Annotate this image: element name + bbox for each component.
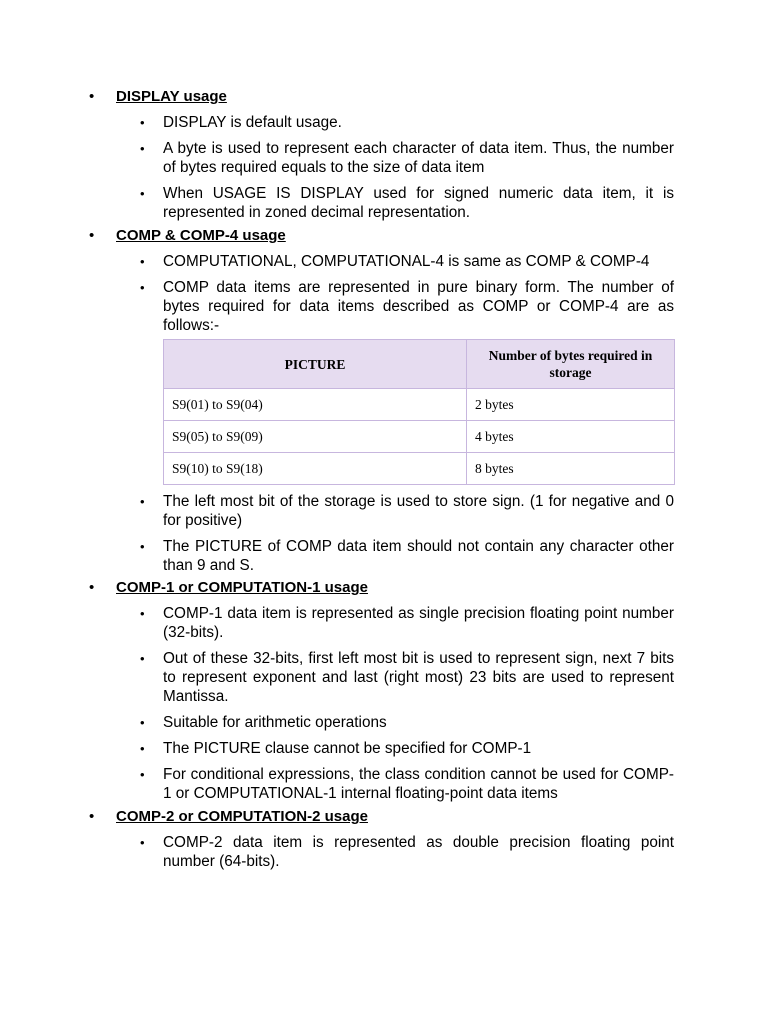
bullet-icon: •: [140, 741, 145, 756]
item-text: When USAGE IS DISPLAY used for signed numeric data item, it is represented in zoned decimal representation.: [163, 185, 674, 221]
item-text: For conditional expressions, the class condition cannot be used for COMP-1 or COMPUTATIONAL-1 internal floating-point data items: [163, 766, 674, 802]
table-cell: 2 bytes: [467, 389, 675, 421]
bullet-icon: •: [140, 835, 145, 850]
table-cell: S9(10) to S9(18): [164, 453, 467, 485]
item-list: [0, 252, 768, 335]
bullet-icon: •: [140, 715, 145, 730]
section-heading: DISPLAY usage: [116, 88, 227, 105]
bullet-icon: •: [140, 539, 145, 554]
item-text: COMP-1 data item is represented as single precision floating point number (32-bits).: [163, 605, 674, 641]
item-text: DISPLAY is default usage.: [163, 114, 342, 131]
bullet-icon: •: [140, 767, 145, 782]
header-bytes: Number of bytes required in storage: [467, 340, 675, 389]
sections: [0, 87, 768, 871]
table-row: [164, 453, 675, 485]
bullet-icon: •: [89, 88, 95, 105]
list-item: [140, 765, 674, 803]
bullet-icon: •: [89, 227, 95, 244]
item-list: [0, 492, 768, 575]
bullet-icon: •: [140, 254, 145, 269]
bullet-icon: •: [89, 579, 95, 596]
table-row: [164, 389, 675, 421]
list-item: [140, 184, 674, 222]
item-text: The PICTURE clause cannot be specified for COMP-1: [163, 740, 532, 757]
list-item: [140, 492, 674, 530]
list-item: [140, 278, 674, 335]
bullet-icon: •: [140, 651, 145, 666]
item-list: [0, 113, 768, 222]
item-text: Suitable for arithmetic operations: [163, 714, 387, 731]
table-cell: 8 bytes: [467, 453, 675, 485]
list-item: [140, 537, 674, 575]
bullet-icon: •: [140, 115, 145, 130]
bullet-icon: •: [140, 494, 145, 509]
section-comp1-usage: [0, 578, 768, 803]
list-item: [140, 604, 674, 642]
item-text: COMPUTATIONAL, COMPUTATIONAL-4 is same as COMP & COMP-4: [163, 253, 650, 270]
bullet-icon: •: [140, 141, 145, 156]
section-comp2-usage: [0, 807, 768, 871]
table-cell: S9(05) to S9(09): [164, 421, 467, 453]
bullet-icon: •: [89, 808, 95, 825]
storage-table: [163, 339, 675, 485]
list-item: [140, 113, 674, 132]
section-display-usage: [0, 87, 768, 222]
item-list: [0, 604, 768, 803]
section-heading: COMP-1 or COMPUTATION-1 usage: [116, 579, 368, 596]
bullet-icon: •: [140, 280, 145, 295]
table-cell: S9(01) to S9(04): [164, 389, 467, 421]
list-item: [140, 713, 674, 732]
list-item: [140, 252, 674, 271]
bullet-icon: •: [140, 606, 145, 621]
section-heading: COMP-2 or COMPUTATION-2 usage: [116, 808, 368, 825]
table-row: [164, 421, 675, 453]
list-item: [140, 649, 674, 706]
item-text: A byte is used to represent each character of data item. Thus, the number of bytes required equals to the size of data item: [163, 140, 674, 176]
bullet-icon: •: [140, 186, 145, 201]
list-item: [140, 139, 674, 177]
header-picture: PICTURE: [164, 340, 467, 389]
section-heading: COMP & COMP-4 usage: [116, 227, 286, 244]
item-text: COMP data items are represented in pure binary form. The number of bytes required for data items described as COMP or COMP-4 are as follows:-: [163, 279, 674, 334]
item-text: The PICTURE of COMP data item should not contain any character other than 9 and S.: [163, 538, 674, 574]
section-comp-usage: [0, 226, 768, 575]
item-text: Out of these 32-bits, first left most bit is used to represent sign, next 7 bits to represent exponent and last (right most) 23 bits are used to represent Mantissa.: [163, 650, 674, 705]
list-item: [140, 833, 674, 871]
table-header-row: [164, 340, 675, 389]
list-item: [140, 739, 674, 758]
table-cell: 4 bytes: [467, 421, 675, 453]
item-text: The left most bit of the storage is used to store sign. (1 for negative and 0 for positive): [163, 493, 674, 529]
item-text: COMP-2 data item is represented as double precision floating point number (64-bits).: [163, 834, 674, 870]
item-list: [0, 833, 768, 871]
